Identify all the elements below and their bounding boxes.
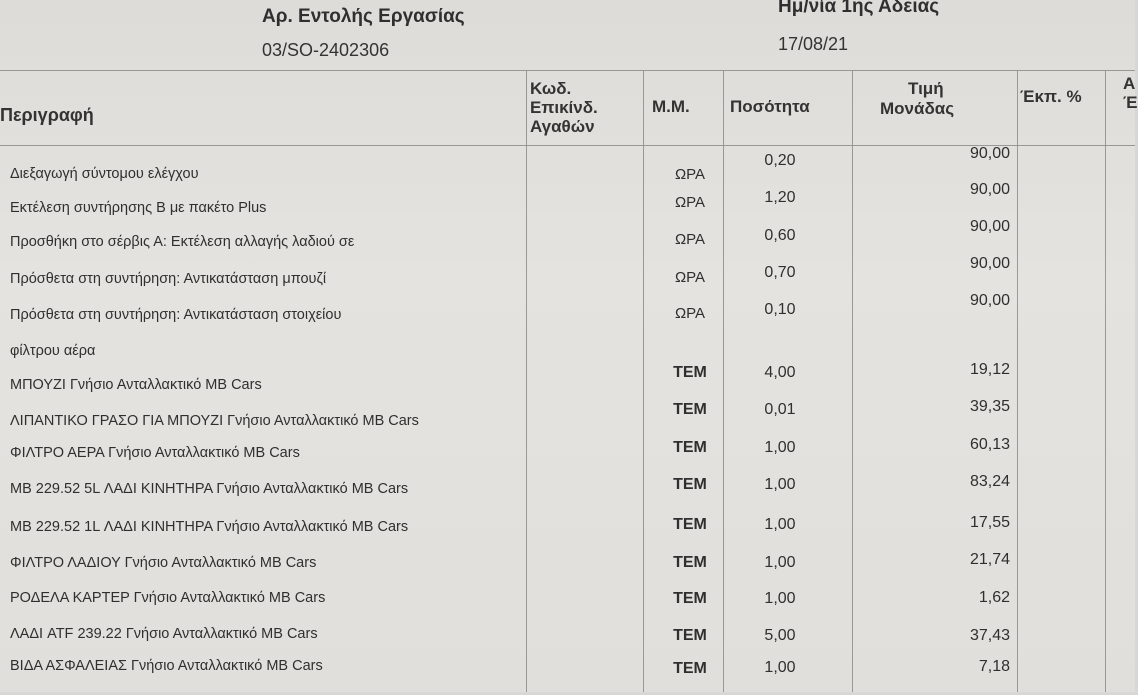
header-hazard-code-3: Αγαθών: [530, 117, 595, 136]
first-license-date-label: Ημ/νία 1ης Αδειας: [778, 0, 940, 17]
row-unit: ΩΡΑ: [674, 231, 706, 248]
row-unit: ΤΕΜ: [673, 439, 707, 456]
row-unit-price: 90,00: [969, 292, 1010, 309]
row-unit: ΤΕΜ: [673, 554, 707, 571]
first-license-date-value: 17/08/21: [778, 34, 849, 54]
table-top-border: [0, 70, 1135, 71]
row-unit: ΤΕΜ: [673, 660, 707, 677]
row-unit-price: 37,43: [969, 627, 1010, 644]
row-quantity: 0,60: [764, 227, 796, 244]
row-description: ΦΙΛΤΡΟ ΛΑΔΙΟΥ Γνήσιο Ανταλλακτικό MB Cars: [10, 555, 317, 571]
row-unit-price: 7,18: [978, 658, 1010, 675]
header-unit-price-1: Τιμή: [908, 79, 944, 98]
row-unit: ΤΕΜ: [673, 401, 707, 418]
row-description: ΜΠΟΥΖΙ Γνήσιο Ανταλλακτικό MB Cars: [10, 377, 262, 393]
row-description: Πρόσθετα στη συντήρηση: Αντικατάσταση μπουζί: [10, 271, 327, 287]
row-quantity: 1,00: [764, 476, 796, 493]
row-unit-price: 90,00: [969, 181, 1010, 198]
row-unit: ΤΕΜ: [673, 364, 707, 381]
row-description: ΡΟΔΕΛΑ ΚΑΡΤΕΡ Γνήσιο Ανταλλακτικό MB Cars: [10, 590, 326, 606]
row-quantity: 0,01: [764, 401, 796, 418]
header-quantity: Ποσότητα: [730, 97, 810, 116]
row-unit: ΤΕΜ: [673, 516, 707, 533]
row-unit-price: 60,13: [969, 436, 1010, 453]
row-quantity: 1,00: [764, 554, 796, 571]
row-unit-price: 39,35: [969, 398, 1010, 415]
row-description: ΦΙΛΤΡΟ ΑΕΡΑ Γνήσιο Ανταλλακτικό MB Cars: [10, 445, 300, 461]
row-description: Διεξαγωγή σύντομου ελέγχου: [10, 166, 199, 182]
row-quantity: 0,20: [764, 152, 796, 169]
row-quantity: 1,20: [764, 189, 796, 206]
work-order-label: Αρ. Εντολής Εργασίας: [262, 6, 465, 27]
row-description: MB 229.52 5L ΛΑΔΙ ΚΙΝΗΤΗΡΑ Γνήσιο Ανταλλακτικό MB Cars: [10, 481, 409, 497]
row-description: φίλτρου αέρα: [10, 343, 96, 359]
work-order-number: 03/SO-2402306: [262, 40, 390, 60]
row-unit: ΩΡΑ: [674, 194, 706, 211]
row-unit-price: 19,12: [969, 361, 1010, 378]
row-quantity: 1,00: [764, 439, 796, 456]
row-quantity: 5,00: [764, 627, 796, 644]
invoice-table: [0, 70, 1138, 692]
row-description: Πρόσθετα στη συντήρηση: Αντικατάσταση στοιχείου: [10, 307, 342, 323]
row-unit-price: 90,00: [969, 218, 1010, 235]
row-description: ΒΙΔΑ ΑΣΦΑΛΕΙΑΣ Γνήσιο Ανταλλακτικό MB Cars: [10, 658, 323, 674]
row-description: MB 229.52 1L ΛΑΔΙ ΚΙΝΗΤΗΡΑ Γνήσιο Ανταλλακτικό MB Cars: [10, 519, 409, 535]
table-row: [0, 292, 1135, 335]
row-description: ΛΑΔΙ ATF 239.22 Γνήσιο Ανταλλακτικό MB Cars: [10, 626, 318, 642]
header-unit: Μ.Μ.: [652, 97, 690, 116]
row-quantity: 0,10: [764, 301, 796, 318]
header-cut-column-2: Έ: [1123, 93, 1138, 112]
header-hazard-code-2: Επικίνδ.: [530, 98, 598, 117]
row-unit: ΩΡΑ: [674, 305, 706, 322]
row-unit: ΤΕΜ: [673, 627, 707, 644]
header-unit-price-2: Μονάδας: [880, 99, 955, 118]
row-description: Προσθήκη στο σέρβις Α: Εκτέλεση αλλαγής λαδιού σε: [10, 234, 355, 250]
row-unit-price: 1,62: [978, 589, 1010, 606]
row-quantity: 4,00: [764, 364, 796, 381]
row-unit-price: 21,74: [969, 551, 1010, 568]
row-unit-price: 17,55: [969, 514, 1010, 531]
row-quantity: 1,00: [764, 516, 796, 533]
header-hazard-code-1: Κωδ.: [530, 79, 572, 98]
row-unit: ΩΡΑ: [674, 166, 706, 183]
row-unit-price: 90,00: [969, 255, 1010, 272]
row-description: ΛΙΠΑΝΤΙΚΟ ΓΡΑΣΟ ΓΙΑ ΜΠΟΥΖΙ Γνήσιο Ανταλλακτικό MB Cars: [10, 413, 419, 429]
header-description: Περιγραφή: [0, 105, 94, 125]
row-quantity: 1,00: [764, 590, 796, 607]
row-quantity: 1,00: [764, 659, 796, 676]
row-unit: ΤΕΜ: [673, 590, 707, 607]
row-description: Εκτέλεση συντήρησης Β με πακέτο Plus: [10, 200, 267, 216]
row-unit: ΤΕΜ: [673, 476, 707, 493]
row-unit-price: 83,24: [969, 473, 1010, 490]
header-discount: Έκπ. %: [1020, 87, 1082, 106]
row-unit-price: 90,00: [969, 145, 1010, 162]
row-quantity: 0,70: [764, 264, 796, 281]
row-unit: ΩΡΑ: [674, 269, 706, 286]
header-cut-column-1: Α: [1123, 74, 1136, 93]
table-row: [0, 658, 1135, 695]
